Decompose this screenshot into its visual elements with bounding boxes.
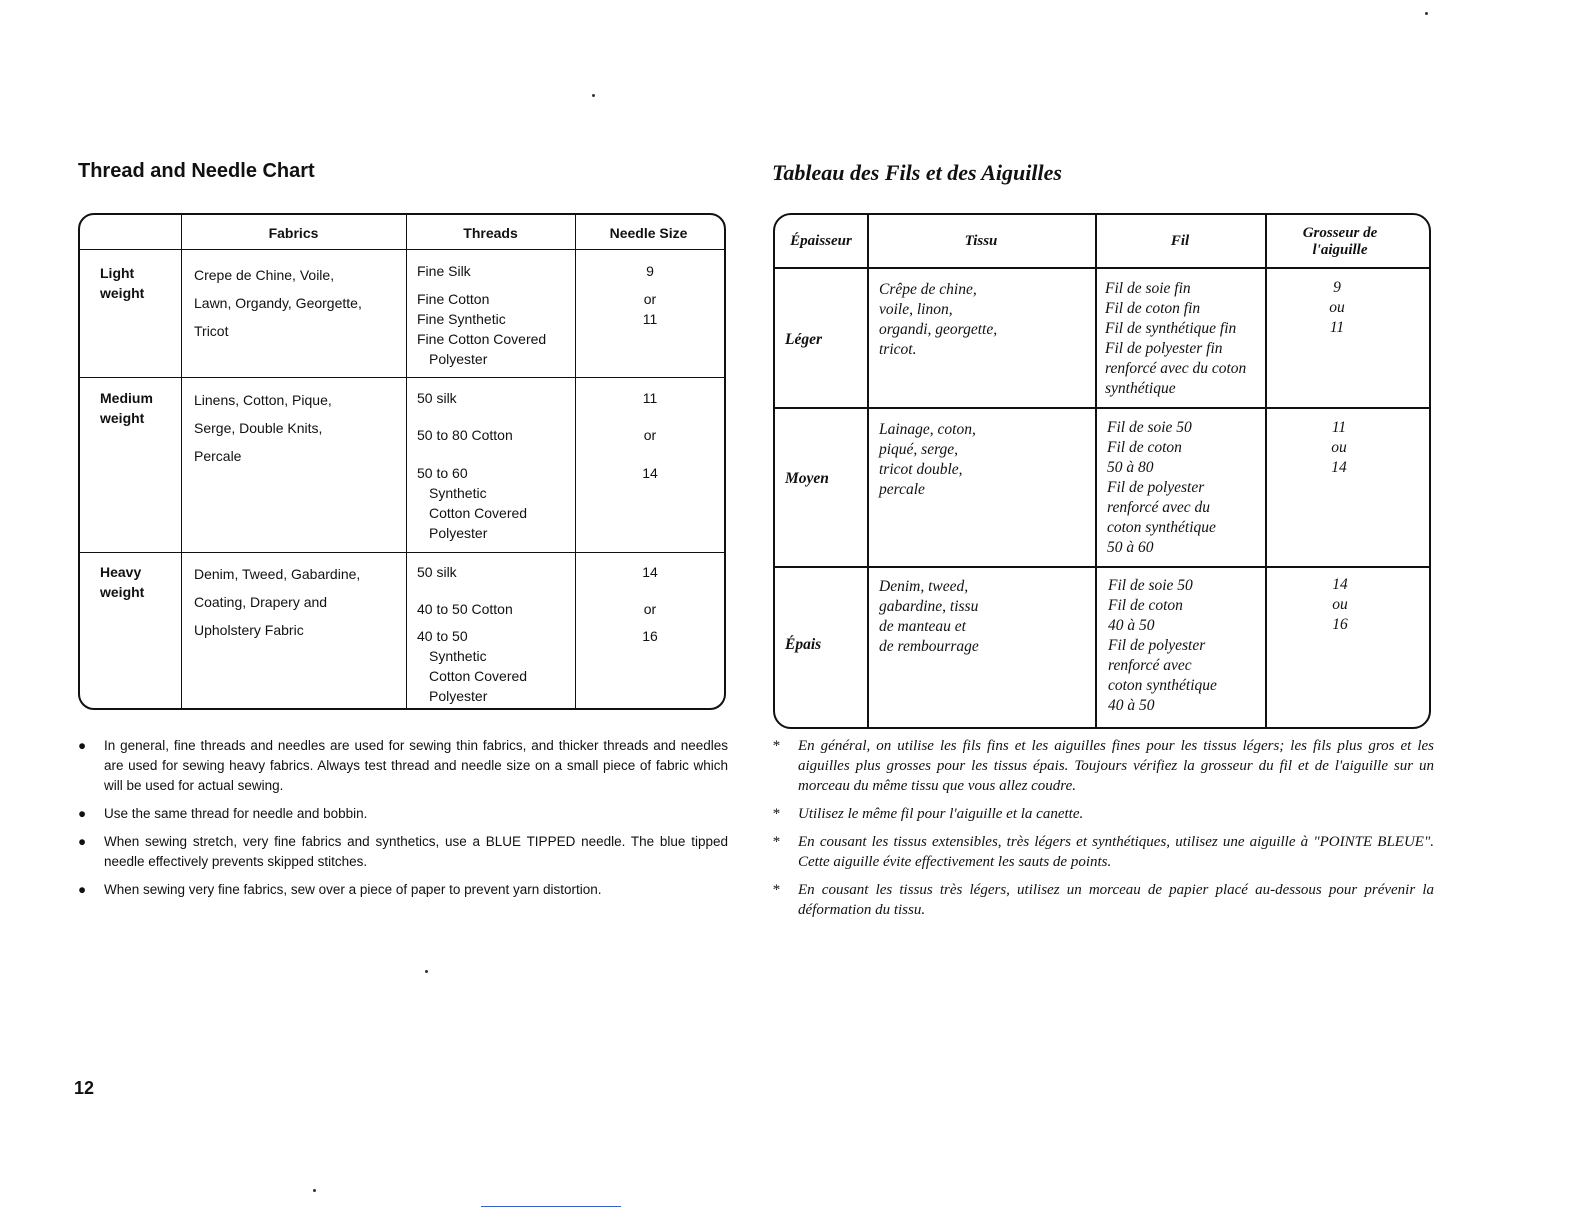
page-title-french: Tableau des Fils et des Aiguilles (772, 160, 1062, 185)
notes-french (772, 736, 1434, 928)
weight-light: Light weight (100, 265, 145, 301)
needle-leger: 9 ou 11 (1329, 279, 1345, 336)
needle-light: 9 or 11 (642, 263, 658, 327)
weight-heavy: Heavy weight (100, 564, 145, 600)
fabrics-heavy: Denim, Tweed, Gabardine, Coating, Drapery and Upholstery Fabric (194, 566, 361, 638)
asterisk-icon: * (772, 834, 780, 850)
bullet-icon: ● (78, 834, 87, 849)
list-item: ● In general, fine threads and needles are used for sewing thin fabrics, and thicker threads and needles are used for sewing heavy fabrics. Always test thread and needle size on a small piece of fabric which will be used for actual sewing. (78, 738, 728, 793)
needle-heavy: 14 or 16 (642, 564, 658, 644)
bullet-icon: ● (78, 806, 87, 821)
thread-needle-table-french (773, 213, 1431, 729)
divider (481, 1206, 621, 1207)
asterisk-icon: * (772, 882, 780, 898)
list-item: * Utilisez le même fil pour l'aiguille et la canette. (772, 806, 1084, 822)
header-threads: Threads (463, 225, 518, 241)
needle-moyen: 11 ou 14 (1331, 419, 1347, 476)
page-number: 12 (74, 1078, 95, 1098)
header-needle-size: Needle Size (609, 225, 688, 241)
asterisk-icon: * (772, 738, 780, 754)
threads-medium: 50 silk 50 to 80 Cotton 50 to 60 Synthetic Cotton Covered Polyester (417, 390, 528, 541)
scan-speck (313, 1189, 316, 1192)
notes-english (78, 736, 728, 908)
header-fabrics: Fabrics (268, 225, 319, 241)
weight-epais: Épais (785, 636, 822, 653)
weight-moyen: Moyen (785, 470, 829, 487)
page-title-english: Thread and Needle Chart (78, 160, 315, 182)
scan-speck (425, 970, 428, 973)
tissu-moyen: Lainage, coton, piqué, serge, tricot double, percale (879, 421, 976, 498)
list-item: * En général, on utilise les fils fins et les aiguilles fines pour les tissus légers; les fils plus gros et les aiguilles plus grosses pour les tissus épais. Toujours vérifiez la grosseur du fil et de l'aiguille sur un morceau du même tissu que vous allez coudre. (772, 738, 1434, 794)
weight-leger: Léger (785, 331, 823, 348)
tissu-leger: Crêpe de chine, voile, linon, organdi, georgette, tricot. (879, 281, 998, 358)
header-tissu: Tissu (964, 233, 998, 249)
fil-moyen: Fil de soie 50 Fil de coton 50 à 80 Fil de polyester renforcé avec du coton synthétique 50 à 60 (1107, 419, 1216, 556)
needle-medium: 11 or 14 (642, 390, 658, 481)
header-grosseur: Grosseur de l'aiguille (1302, 225, 1378, 258)
asterisk-icon: * (772, 806, 780, 822)
fabrics-medium: Linens, Cotton, Pique, Serge, Double Knits, Percale (194, 392, 332, 464)
scan-speck (1425, 12, 1428, 15)
threads-heavy: 50 silk 40 to 50 Cotton 40 to 50 Synthetic Cotton Covered Polyester (417, 564, 528, 704)
scan-speck (592, 94, 595, 97)
fabrics-light: Crepe de Chine, Voile, Lawn, Organdy, Georgette, Tricot (194, 267, 362, 339)
list-item: * En cousant les tissus extensibles, très légers et synthétiques, utilisez une aiguille à "POINTE BLEUE". Cette aiguille évite effectivement les sauts de points. (772, 834, 1434, 870)
list-item: ● When sewing stretch, very fine fabrics and synthetics, use a BLUE TIPPED needle. The blue tipped needle effectively prevents skipped stitches. (78, 834, 728, 869)
bullet-icon: ● (78, 738, 87, 753)
weight-medium: Medium weight (100, 390, 153, 426)
header-epaisseur: Épaisseur (790, 233, 852, 249)
thread-needle-table-english (78, 213, 726, 710)
bullet-icon: ● (78, 882, 87, 897)
header-fil: Fil (1170, 233, 1190, 249)
list-item: * En cousant les tissus très légers, utilisez un morceau de papier placé au-dessous pour prévenir la déformation du tissu. (772, 882, 1434, 918)
list-item: ● Use the same thread for needle and bobbin. (78, 804, 728, 824)
needle-epais: 14 ou 16 (1332, 576, 1348, 633)
fil-leger: Fil de soie fin Fil de coton fin Fil de synthétique fin Fil de polyester fin renforcé avec du coton synthétique (1105, 280, 1247, 397)
tissu-epais: Denim, tweed, gabardine, tissu de manteau et de rembourrage (879, 578, 979, 655)
fil-epais: Fil de soie 50 Fil de coton 40 à 50 Fil de polyester renforcé avec coton synthétique 40 à 50 (1108, 577, 1217, 714)
list-item: ● When sewing very fine fabrics, sew over a piece of paper to prevent yarn distortion. (78, 880, 728, 900)
threads-light: Fine Silk Fine Cotton Fine Synthetic Fine Cotton Covered Polyester (417, 263, 547, 367)
